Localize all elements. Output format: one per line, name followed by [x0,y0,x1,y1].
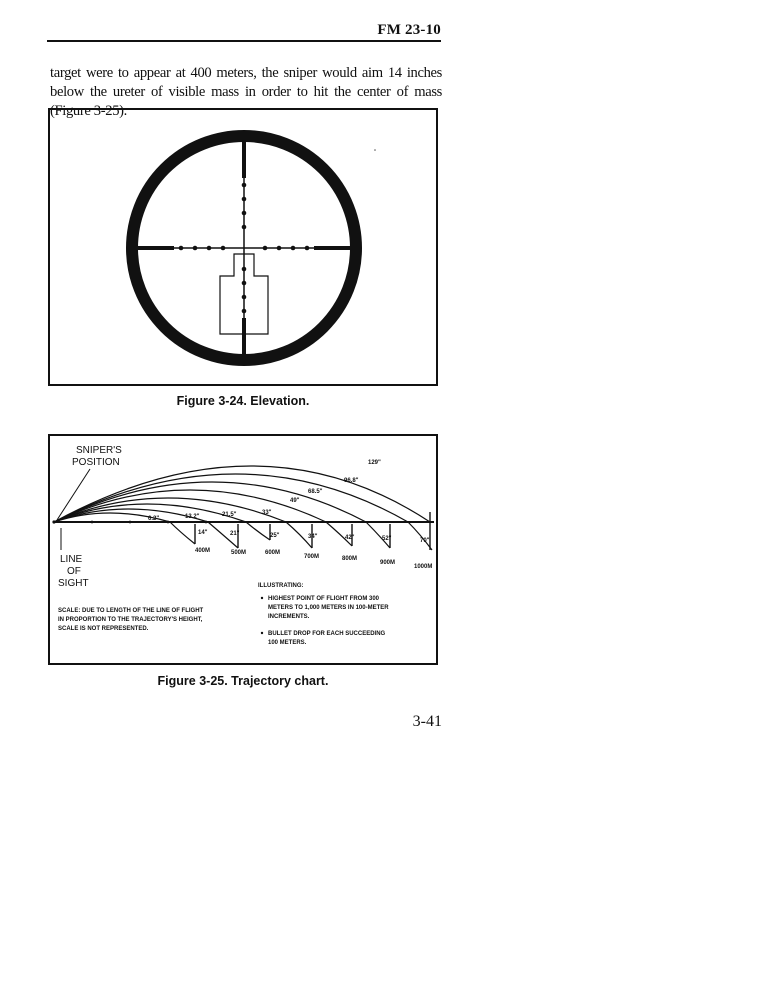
height-label-4: 33" [262,510,272,516]
height-label-5: 49" [290,498,300,504]
drop-label-3: 25" [270,533,280,539]
drop-label-2: 21" [230,531,240,537]
reticle-illustration [50,110,436,384]
height-label-6: 68.5" [308,489,323,495]
illustrating-bullet1-2: METERS TO 1,000 METERS IN 100-METER [268,605,389,611]
height-label-2: 13.2" [185,514,200,520]
figure-3-25-frame [48,434,438,665]
range-label-800: 800M [342,556,358,562]
illustrating-bullet2-2: 100 METERS. [268,640,307,646]
scale-note-2: IN PROPORTION TO THE TRAJECTORY'S HEIGHT, [58,617,203,623]
body-paragraph: target were to appear at 400 meters, the sniper would aim 14 inches below the ureter of visible mass in order to hit the center of mass (Figure 3-25). [50,65,442,119]
scale-note-1: SCALE: DUE TO LENGTH OF THE LINE OF FLIGHT [58,608,204,614]
height-label-1: 6.2" [148,516,160,522]
drop-label-4: 34" [308,534,318,540]
illustrating-bullet1-1: HIGHEST POINT OF FLIGHT FROM 300 [268,596,380,602]
drop-label-1: 14" [198,530,208,536]
line-of-sight-label-1: LINE [60,554,83,565]
range-label-900: 900M [380,560,396,566]
figure-3-24-caption: Figure 3-24. Elevation. [176,394,310,408]
header-rule [47,40,441,42]
drop-label-5: 42" [345,535,355,541]
drop-label-7: 70" [420,538,430,544]
trajectory-illustration [50,436,436,663]
illustrating-bullet1-3: INCREMENTS. [268,614,310,620]
line-of-sight-label-3: SIGHT [58,578,89,589]
snipers-position-label-1: SNIPER'S [76,445,122,456]
range-label-700: 700M [304,554,320,560]
range-label-400: 400M [195,548,211,554]
figure-3-25-caption: Figure 3-25. Trajectory chart. [157,674,329,688]
illustrating-title: ILLUSTRATING: [258,583,304,589]
range-label-500: 500M [231,550,247,556]
document-code: FM 23-10 [377,22,441,38]
height-label-7: 96.8" [344,478,359,484]
height-label-3: 21.5" [222,512,237,518]
illustrating-bullet2-1: BULLET DROP FOR EACH SUCCEEDING [268,631,386,637]
snipers-position-label-2: POSITION [72,457,120,468]
range-label-600: 600M [265,550,281,556]
figure-3-24-frame [48,108,438,386]
drop-label-6: 52" [382,536,392,542]
range-label-1000: 1000M [414,564,433,570]
height-label-8: 129" [368,460,381,466]
page-number: 3-41 [412,713,442,730]
scale-note-3: SCALE IS NOT REPRESENTED. [58,626,149,632]
line-of-sight-label-2: OF [67,566,81,577]
